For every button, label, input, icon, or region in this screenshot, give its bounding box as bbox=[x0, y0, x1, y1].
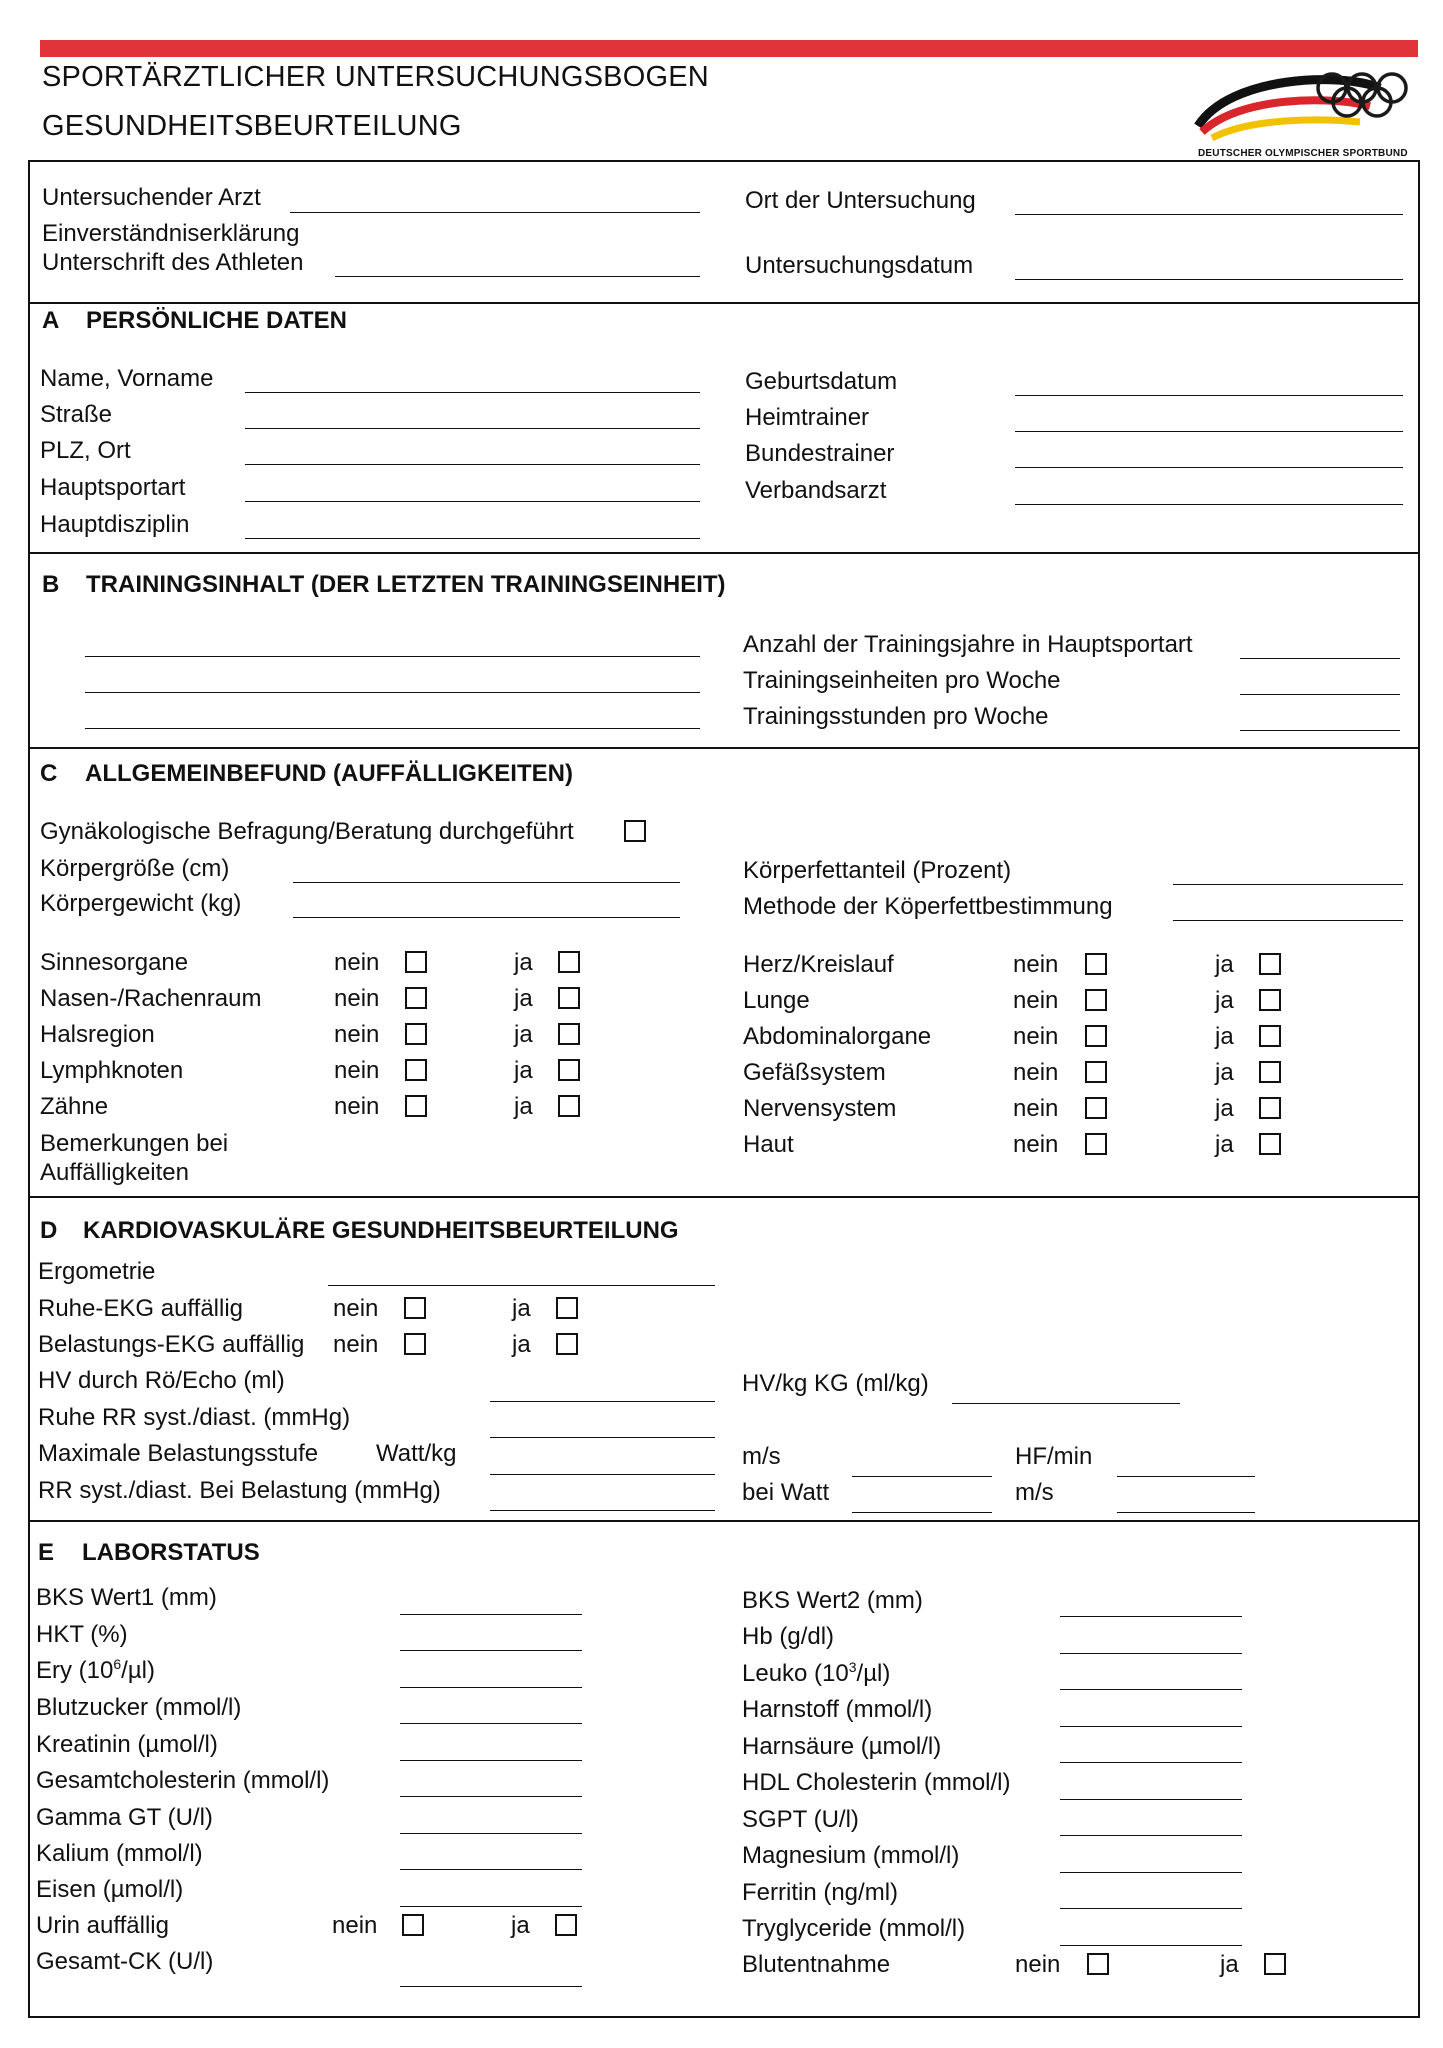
label-heimtrainer: Heimtrainer bbox=[745, 404, 870, 431]
label-kalium: Kalium (mmol/l) bbox=[36, 1840, 203, 1867]
label-nein: nein bbox=[1015, 1951, 1061, 1978]
field-bei-watt[interactable] bbox=[852, 1512, 992, 1513]
checkbox-halsregion-ja[interactable] bbox=[558, 1023, 580, 1045]
label-nein: nein bbox=[334, 949, 380, 976]
label-nein: nein bbox=[334, 1057, 380, 1084]
label-ms: m/s bbox=[742, 1443, 781, 1470]
checkbox-nervensystem-ja[interactable] bbox=[1259, 1097, 1281, 1119]
field-bundestrainer[interactable] bbox=[1015, 467, 1403, 468]
label-blutentnahme: Blutentnahme bbox=[742, 1951, 891, 1978]
label-hkt: HKT (%) bbox=[36, 1621, 128, 1648]
label-ja: ja bbox=[1220, 1951, 1239, 1978]
section-e-title: LABORSTATUS bbox=[82, 1539, 260, 1566]
divider-a bbox=[28, 302, 1420, 304]
checkbox-lunge-ja[interactable] bbox=[1259, 989, 1281, 1011]
field-hdl[interactable] bbox=[1060, 1799, 1242, 1800]
label-koerpergroesse: Körpergröße (cm) bbox=[40, 855, 230, 882]
field-koerperfett[interactable] bbox=[1173, 884, 1403, 885]
label-ja: ja bbox=[514, 1093, 533, 1120]
label-ort-untersuchung: Ort der Untersuchung bbox=[745, 187, 976, 214]
label-abdominalorgane: Abdominalorgane bbox=[743, 1023, 932, 1050]
section-a-letter: A bbox=[42, 307, 60, 334]
field-harnstoff[interactable] bbox=[1060, 1726, 1242, 1727]
field-kalium[interactable] bbox=[400, 1869, 582, 1870]
divider-b bbox=[28, 552, 1420, 554]
checkbox-lunge-nein[interactable] bbox=[1085, 989, 1107, 1011]
checkbox-haut-ja[interactable] bbox=[1259, 1133, 1281, 1155]
checkbox-zaehne-nein[interactable] bbox=[405, 1095, 427, 1117]
field-hv[interactable] bbox=[490, 1401, 715, 1402]
field-name[interactable] bbox=[245, 392, 700, 393]
label-nasen-rachenraum: Nasen-/Rachenraum bbox=[40, 985, 262, 1012]
checkbox-ruhe-ekg-nein[interactable] bbox=[404, 1297, 426, 1319]
field-rr-belastung[interactable] bbox=[490, 1510, 715, 1511]
label-nein: nein bbox=[1013, 1023, 1059, 1050]
label-zaehne: Zähne bbox=[40, 1093, 109, 1120]
checkbox-belastungs-ekg-nein[interactable] bbox=[404, 1333, 426, 1355]
label-trainingsjahre: Anzahl der Trainingsjahre in Hauptsportart bbox=[743, 631, 1193, 658]
label-trainingsstunden: Trainingsstunden pro Woche bbox=[743, 703, 1049, 730]
section-a-title: PERSÖNLICHE DATEN bbox=[86, 307, 347, 334]
label-nein: nein bbox=[334, 1093, 380, 1120]
field-plz[interactable] bbox=[245, 464, 700, 465]
checkbox-belastungs-ekg-ja[interactable] bbox=[556, 1333, 578, 1355]
label-hv: HV durch Rö/Echo (ml) bbox=[38, 1367, 285, 1394]
label-hdl: HDL Cholesterin (mmol/l) bbox=[742, 1769, 1011, 1796]
label-nein: nein bbox=[1013, 987, 1059, 1014]
label-ja: ja bbox=[514, 985, 533, 1012]
olympic-rings-icon bbox=[1190, 66, 1420, 144]
label-sgpt: SGPT (U/l) bbox=[742, 1806, 859, 1833]
label-untersuchungsdatum: Untersuchungsdatum bbox=[745, 252, 974, 279]
label-eisen: Eisen (µmol/l) bbox=[36, 1876, 184, 1903]
label-nein: nein bbox=[1013, 951, 1059, 978]
field-ruhe-rr[interactable] bbox=[490, 1437, 715, 1438]
label-nein: nein bbox=[334, 985, 380, 1012]
field-verbandsarzt[interactable] bbox=[1015, 504, 1403, 505]
label-hauptdisziplin: Hauptdisziplin bbox=[40, 511, 190, 538]
checkbox-lymphknoten-ja[interactable] bbox=[558, 1059, 580, 1081]
checkbox-sinnesorgane-ja[interactable] bbox=[558, 951, 580, 973]
field-trainingsjahre[interactable] bbox=[1240, 658, 1400, 659]
logo-text: DEUTSCHER OLYMPISCHER SPORTBUND bbox=[1198, 148, 1408, 159]
checkbox-gynaekologisch[interactable] bbox=[624, 820, 646, 842]
field-gesamtcholesterin[interactable] bbox=[400, 1796, 582, 1797]
label-bemerkungen-2: Auffälligkeiten bbox=[40, 1159, 189, 1186]
field-koerpergroesse[interactable] bbox=[293, 882, 680, 883]
field-koerpergewicht[interactable] bbox=[293, 917, 680, 918]
field-ergometrie[interactable] bbox=[328, 1285, 715, 1286]
label-gamma-gt: Gamma GT (U/l) bbox=[36, 1804, 213, 1831]
label-gefaesssystem: Gefäßsystem bbox=[743, 1059, 886, 1086]
checkbox-nervensystem-nein[interactable] bbox=[1085, 1097, 1107, 1119]
field-trainingsstunden[interactable] bbox=[1240, 730, 1400, 731]
checkbox-blutentnahme-nein[interactable] bbox=[1087, 1953, 1109, 1975]
label-untersuchender-arzt: Untersuchender Arzt bbox=[42, 184, 261, 211]
label-nervensystem: Nervensystem bbox=[743, 1095, 897, 1122]
field-ms-2[interactable] bbox=[1117, 1512, 1255, 1513]
label-ergometrie: Ergometrie bbox=[38, 1258, 156, 1285]
label-plz: PLZ, Ort bbox=[40, 437, 131, 464]
label-herz-kreislauf: Herz/Kreislauf bbox=[743, 951, 894, 978]
field-hauptsportart[interactable] bbox=[245, 501, 700, 502]
form-frame bbox=[28, 160, 1420, 2018]
checkbox-ruhe-ekg-ja[interactable] bbox=[556, 1297, 578, 1319]
field-magnesium[interactable] bbox=[1060, 1872, 1242, 1873]
field-watt-kg[interactable] bbox=[490, 1474, 715, 1475]
section-d-title: KARDIOVASKULÄRE GESUNDHEITSBEURTEILUNG bbox=[83, 1217, 679, 1244]
form-title-line1: SPORTÄRZTLICHER UNTERSUCHUNGSBOGEN bbox=[42, 61, 709, 93]
label-ruhe-rr: Ruhe RR syst./diast. (mmHg) bbox=[38, 1404, 351, 1431]
field-ort-untersuchung[interactable] bbox=[1015, 214, 1403, 215]
label-ery: Ery $(10^6/\mu l)$ bbox=[36, 1656, 155, 1684]
label-kreatinin: Kreatinin (µmol/l) bbox=[36, 1731, 218, 1758]
label-bei-watt: bei Watt bbox=[742, 1479, 830, 1506]
field-training-line-1[interactable] bbox=[85, 656, 700, 657]
label-bks1: BKS Wert1 (mm) bbox=[36, 1584, 217, 1611]
field-hkt[interactable] bbox=[400, 1650, 582, 1651]
field-gamma-gt[interactable] bbox=[400, 1833, 582, 1834]
label-rr-belastung: RR syst./diast. Bei Belastung (mmHg) bbox=[38, 1477, 441, 1504]
label-ja: ja bbox=[511, 1912, 530, 1939]
divider-c bbox=[28, 747, 1420, 749]
section-b-letter: B bbox=[42, 571, 60, 598]
field-strasse[interactable] bbox=[245, 428, 700, 429]
label-ja: ja bbox=[1215, 1131, 1234, 1158]
field-trainingseinheiten[interactable] bbox=[1240, 694, 1400, 695]
label-leuko: Leuko $(10^3/\mu l)$ bbox=[742, 1659, 891, 1687]
field-ms[interactable] bbox=[852, 1476, 992, 1477]
label-gynaekologisch: Gynäkologische Befragung/Beratung durchgeführt bbox=[40, 818, 574, 845]
label-haut: Haut bbox=[743, 1131, 794, 1158]
label-verbandsarzt: Verbandsarzt bbox=[745, 477, 887, 504]
label-belastungs-ekg: Belastungs-EKG auffällig bbox=[38, 1331, 305, 1358]
checkbox-nasen-rachenraum-ja[interactable] bbox=[558, 987, 580, 1009]
label-geburtsdatum: Geburtsdatum bbox=[745, 368, 898, 395]
label-ruhe-ekg: Ruhe-EKG auffällig bbox=[38, 1295, 244, 1322]
label-hvkg: HV/kg KG (ml/kg) bbox=[742, 1370, 929, 1397]
label-nein: nein bbox=[334, 1021, 380, 1048]
label-trainingseinheiten: Trainingseinheiten pro Woche bbox=[743, 667, 1061, 694]
label-harnstoff: Harnstoff (mmol/l) bbox=[742, 1696, 933, 1723]
label-ja: ja bbox=[512, 1331, 531, 1358]
field-ferritin[interactable] bbox=[1060, 1908, 1242, 1909]
checkbox-zaehne-ja[interactable] bbox=[558, 1095, 580, 1117]
label-unterschrift: Unterschrift des Athleten bbox=[42, 249, 304, 276]
field-harnsaeure[interactable] bbox=[1060, 1762, 1242, 1763]
label-nein: nein bbox=[333, 1295, 379, 1322]
field-untersuchungsdatum[interactable] bbox=[1015, 279, 1403, 280]
label-koerperfett: Körperfettanteil (Prozent) bbox=[743, 857, 1012, 884]
label-nein: nein bbox=[1013, 1059, 1059, 1086]
field-training-line-3[interactable] bbox=[85, 728, 700, 729]
checkbox-sinnesorgane-nein[interactable] bbox=[405, 951, 427, 973]
label-bemerkungen-1: Bemerkungen bei bbox=[40, 1130, 229, 1157]
header-red-band bbox=[40, 40, 1418, 57]
field-bks1[interactable] bbox=[400, 1614, 582, 1615]
label-ferritin: Ferritin (ng/ml) bbox=[742, 1879, 899, 1906]
field-tryglyceride[interactable] bbox=[1060, 1945, 1242, 1946]
label-lymphknoten: Lymphknoten bbox=[40, 1057, 184, 1084]
label-ja: ja bbox=[1215, 951, 1234, 978]
label-nein: nein bbox=[1013, 1131, 1059, 1158]
label-ja: ja bbox=[514, 949, 533, 976]
divider-d bbox=[28, 1196, 1420, 1198]
checkbox-herz-kreislauf-nein[interactable] bbox=[1085, 953, 1107, 975]
label-ja: ja bbox=[514, 1057, 533, 1084]
label-ja: ja bbox=[1215, 1095, 1234, 1122]
field-hauptdisziplin[interactable] bbox=[245, 538, 700, 539]
field-blutzucker[interactable] bbox=[400, 1723, 582, 1724]
section-e-letter: E bbox=[38, 1539, 55, 1566]
checkbox-halsregion-nein[interactable] bbox=[405, 1023, 427, 1045]
field-hb[interactable] bbox=[1060, 1653, 1242, 1654]
label-halsregion: Halsregion bbox=[40, 1021, 155, 1048]
label-hb: Hb (g/dl) bbox=[742, 1623, 835, 1650]
section-c-title: ALLGEMEINBEFUND (AUFFÄLLIGKEITEN) bbox=[85, 760, 573, 787]
field-heimtrainer[interactable] bbox=[1015, 431, 1403, 432]
section-b-title: TRAININGSINHALT (DER LETZTEN TRAININGSEINHEIT) bbox=[86, 571, 726, 598]
field-training-line-2[interactable] bbox=[85, 692, 700, 693]
checkbox-herz-kreislauf-ja[interactable] bbox=[1259, 953, 1281, 975]
label-bks2: BKS Wert2 (mm) bbox=[742, 1587, 923, 1614]
label-sinnesorgane: Sinnesorgane bbox=[40, 949, 189, 976]
label-ja: ja bbox=[1215, 1059, 1234, 1086]
label-tryglyceride: Tryglyceride (mmol/l) bbox=[742, 1915, 966, 1942]
label-koerpergewicht: Körpergewicht (kg) bbox=[40, 890, 242, 917]
label-strasse: Straße bbox=[40, 401, 113, 428]
label-ja: ja bbox=[1215, 1023, 1234, 1050]
field-geburtsdatum[interactable] bbox=[1015, 395, 1403, 396]
field-hf-min[interactable] bbox=[1117, 1476, 1255, 1477]
label-bundestrainer: Bundestrainer bbox=[745, 440, 895, 467]
form-title-line2: GESUNDHEITSBEURTEILUNG bbox=[42, 110, 462, 142]
label-ja: ja bbox=[514, 1021, 533, 1048]
field-unterschrift[interactable] bbox=[335, 276, 700, 277]
field-hvkg[interactable] bbox=[952, 1403, 1180, 1404]
label-hf-min: HF/min bbox=[1015, 1443, 1093, 1470]
label-gesamt-ck: Gesamt-CK (U/l) bbox=[36, 1948, 214, 1975]
label-max-belastung: Maximale Belastungsstufe bbox=[38, 1440, 319, 1467]
label-hauptsportart: Hauptsportart bbox=[40, 474, 186, 501]
label-nein: nein bbox=[332, 1912, 378, 1939]
label-magnesium: Magnesium (mmol/l) bbox=[742, 1842, 960, 1869]
checkbox-gefaesssystem-ja[interactable] bbox=[1259, 1061, 1281, 1083]
label-nein: nein bbox=[1013, 1095, 1059, 1122]
label-gesamtcholesterin: Gesamtcholesterin (mmol/l) bbox=[36, 1767, 330, 1794]
checkbox-blutentnahme-ja[interactable] bbox=[1264, 1953, 1286, 1975]
checkbox-abdominalorgane-nein[interactable] bbox=[1085, 1025, 1107, 1047]
checkbox-nasen-rachenraum-nein[interactable] bbox=[405, 987, 427, 1009]
checkbox-urin-nein[interactable] bbox=[402, 1914, 424, 1936]
checkbox-lymphknoten-nein[interactable] bbox=[405, 1059, 427, 1081]
checkbox-gefaesssystem-nein[interactable] bbox=[1085, 1061, 1107, 1083]
label-urin: Urin auffällig bbox=[36, 1912, 169, 1939]
checkbox-urin-ja[interactable] bbox=[555, 1914, 577, 1936]
label-nein: nein bbox=[333, 1331, 379, 1358]
field-eisen[interactable] bbox=[400, 1906, 582, 1907]
field-leuko[interactable] bbox=[1060, 1689, 1242, 1690]
checkbox-abdominalorgane-ja[interactable] bbox=[1259, 1025, 1281, 1047]
label-watt-kg: Watt/kg bbox=[376, 1440, 457, 1467]
field-ery[interactable] bbox=[400, 1687, 582, 1688]
label-blutzucker: Blutzucker (mmol/l) bbox=[36, 1694, 242, 1721]
label-harnsaeure: Harnsäure (µmol/l) bbox=[742, 1733, 942, 1760]
divider-e bbox=[28, 1520, 1420, 1522]
dosb-logo bbox=[1190, 66, 1420, 166]
field-bks2[interactable] bbox=[1060, 1616, 1242, 1617]
field-kreatinin[interactable] bbox=[400, 1760, 582, 1761]
label-ja: ja bbox=[1215, 987, 1234, 1014]
section-d-letter: D bbox=[40, 1217, 58, 1244]
label-name: Name, Vorname bbox=[40, 365, 214, 392]
field-methode[interactable] bbox=[1173, 920, 1403, 921]
label-einverstaendnis: Einverständniserklärung bbox=[42, 220, 300, 247]
label-ms-2: m/s bbox=[1015, 1479, 1054, 1506]
field-gesamt-ck[interactable] bbox=[400, 1986, 582, 1987]
label-lunge: Lunge bbox=[743, 987, 810, 1014]
field-untersuchender-arzt[interactable] bbox=[290, 212, 700, 213]
field-sgpt[interactable] bbox=[1060, 1835, 1242, 1836]
label-methode: Methode der Köperfettbestimmung bbox=[743, 893, 1113, 920]
section-c-letter: C bbox=[40, 760, 58, 787]
checkbox-haut-nein[interactable] bbox=[1085, 1133, 1107, 1155]
label-ja: ja bbox=[512, 1295, 531, 1322]
